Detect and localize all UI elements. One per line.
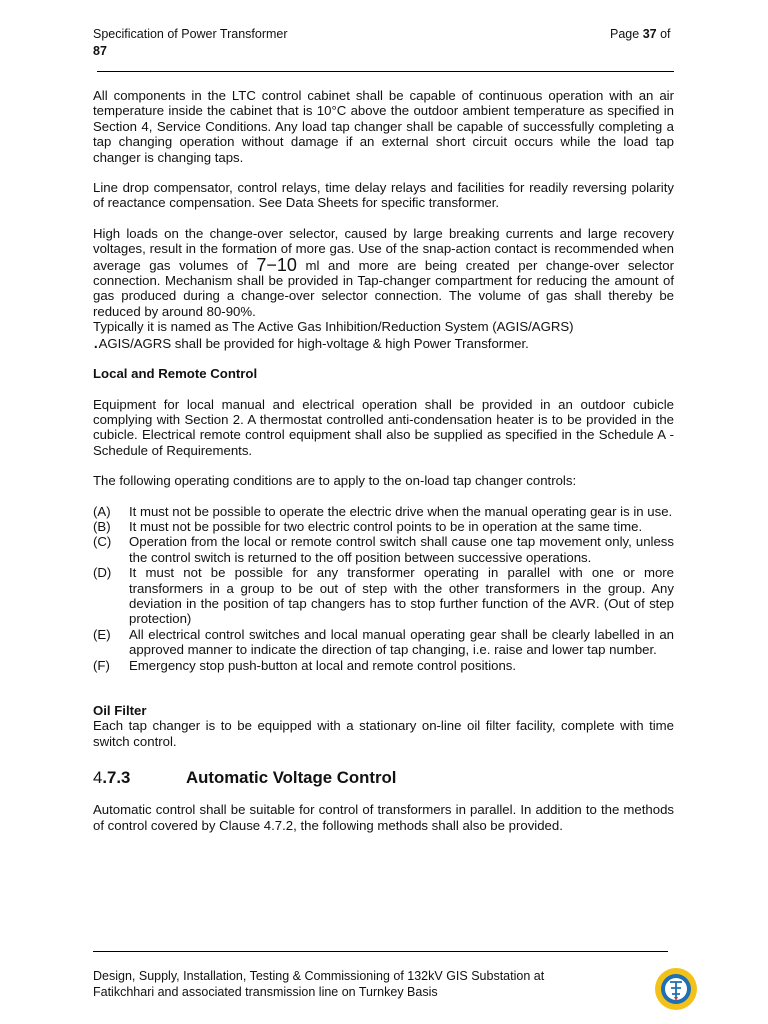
list-text: Operation from the local or remote control switch shall cause one tap movement only, unless the control switch is returned to the off position between successive operations. [129, 534, 674, 565]
gas-text-a: High loads on the change-over selector, caused by large breaking currents and large recovery voltages, result in the formation of more gas. Use of the snap-action contact is recommended when average gas volumes of [93, 225, 674, 273]
list-item [93, 504, 674, 519]
paragraph-agis [93, 319, 674, 351]
heading-oil-filter: Oil Filter [93, 703, 147, 718]
list-item [93, 534, 674, 565]
footer-line-2: Fatikchhari and associated transmission line on Turnkey Basis [93, 985, 438, 999]
paragraph-ltc-cabinet: All components in the LTC control cabinet shall be capable of continuous operation with an air temperature inside the cabinet that is 10°C above the outdoor ambient temperature as specified in Section 4, Service Conditions. Any load tap changer shall be capable of successfully completing a tap changing operation without damage if an external short circuit occurs while the load tap changer is changing taps. [93, 88, 674, 165]
paragraph-operating-conditions: The following operating conditions are to apply to the on-load tap changer controls: [93, 473, 577, 489]
header-rule [97, 71, 674, 72]
footer-text [93, 968, 613, 1000]
list-text: It must not be possible to operate the electric drive when the manual operating gear is in use. [129, 503, 673, 519]
list-marker: (F) [93, 657, 110, 673]
header-doc-title: Specification of Power Transformer [93, 27, 288, 41]
list-item [93, 565, 674, 627]
header-page-total: 87 [93, 44, 107, 58]
utility-seal-logo-icon [654, 967, 698, 1011]
paragraph-avc: Automatic control shall be suitable for control of transformers in parallel. In addition to the methods of control covered by Clause 4.7.2, the following methods shall also be provided. [93, 802, 674, 833]
conditions-list [93, 504, 674, 673]
list-marker: (A) [93, 503, 111, 519]
page-current: 37 [642, 27, 657, 41]
section-number-prefix: 4 [93, 768, 103, 788]
section-number [93, 769, 186, 787]
list-text: Emergency stop push-button at local and remote control positions. [129, 657, 517, 673]
list-marker: (E) [93, 626, 111, 642]
gas-text-b: ml and more are being created per change-over selector connection. Mechanism shall be provided in Tap-changer compartment for reducing the amount of gas produced during a change-over selector connection. The volume of gas shall thereby be reduced by around 80-90%. [93, 257, 675, 319]
paragraph-oil-filter: Each tap changer is to be equipped with a stationary on-line oil filter facility, complete with time switch control. [93, 718, 674, 749]
agis-text-a: Typically it is named as The Active Gas Inhibition/Reduction System (AGIS/AGRS) [93, 319, 574, 335]
page-of: of [660, 27, 671, 41]
gas-volume-value: 7−10 [256, 254, 297, 275]
page-label: Page [610, 27, 640, 41]
section-number-rest: .7.3 [102, 768, 131, 788]
list-item [93, 519, 674, 534]
heading-local-remote: Local and Remote Control [93, 366, 258, 382]
list-item [93, 627, 674, 658]
agis-dot: . [93, 330, 99, 353]
list-text: It must not be possible for any transformer operating in parallel with one or more transformers in a group to be out of step with the other transformers in the group. Any deviation in the position of tap changers has to stop further function of the AVR. (Out of step protection) [129, 565, 674, 627]
list-text: It must not be possible for two electric control points to be in operation at the same time. [129, 518, 643, 534]
list-marker: (C) [93, 534, 112, 550]
paragraph-line-drop: Line drop compensator, control relays, time delay relays and facilities for readily reversing polarity of reactance compensation. See Data Sheets for specific transformer. [93, 180, 674, 211]
page-body [93, 88, 674, 833]
section-title: Automatic Voltage Control [186, 768, 397, 788]
list-item [93, 658, 674, 673]
section-heading-4-7-3 [93, 769, 674, 787]
header-page-indicator [610, 27, 671, 41]
list-marker: (D) [93, 565, 112, 581]
paragraph-gas [93, 226, 674, 319]
paragraph-local-equipment: Equipment for local manual and electrical operation shall be provided in an outdoor cubicle complying with Section 2. A thermostat controlled anti-condensation heater is to be provided in the cubicle. Electrical remote control equipment shall also be supplied as specified in the Schedule A - Schedule of Requirements. [93, 396, 674, 458]
agis-text-b: AGIS/AGRS shall be provided for high-voltage & high Power Transformer. [98, 335, 529, 351]
list-marker: (B) [93, 518, 111, 534]
footer-rule [93, 951, 668, 952]
footer-line-1: Design, Supply, Installation, Testing & Commissioning of 132kV GIS Substation at [93, 969, 545, 983]
list-text: All electrical control switches and local manual operating gear shall be clearly labelled in an approved manner to indicate the direction of tap changing, i.e. raise and lower tap number. [129, 626, 674, 658]
